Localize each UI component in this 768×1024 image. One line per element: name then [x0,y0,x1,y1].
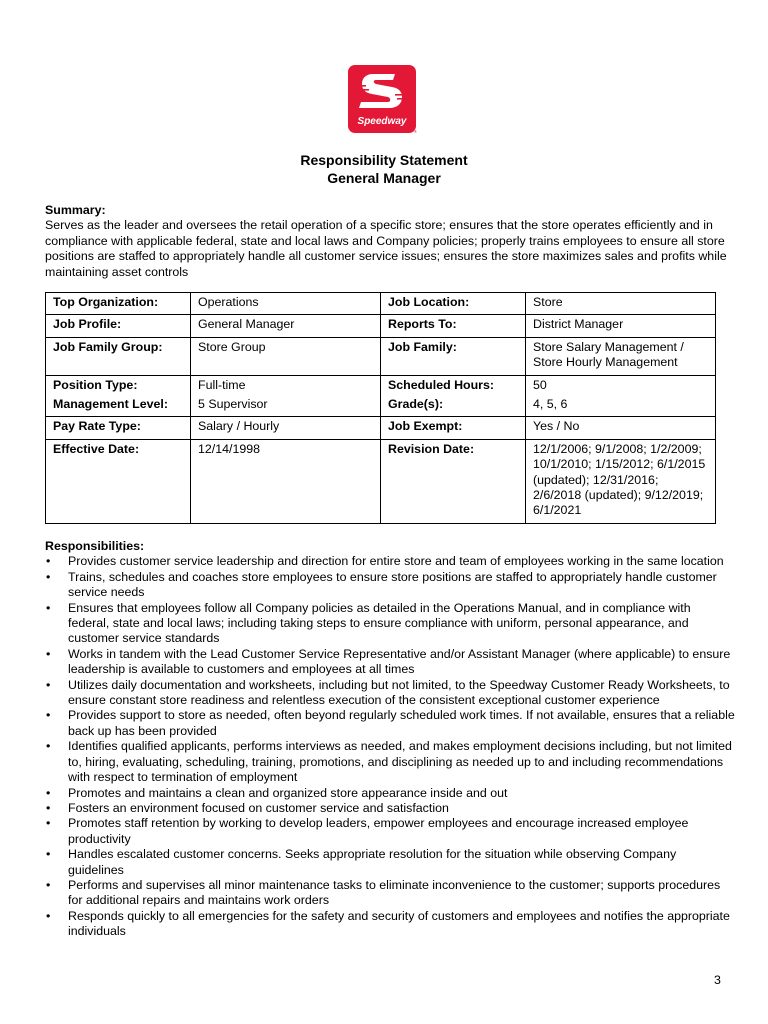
top-organization-value: Operations [191,293,381,315]
table-row [46,375,716,395]
summary-label: Summary: [45,203,106,217]
list-item: • Ensures that employees follow all Company policies as detailed in the Operations Manual, and in compliance with federal, state and local laws; including taking steps to ensure compliance with uniform, personal appearance, and customer service standards [45,601,735,647]
job-family-value: Store Salary Management / Store Hourly Management [526,337,716,375]
position-type-label: Position Type: [46,375,191,395]
table-row [46,337,716,375]
scheduled-hours-value: 50 [526,375,716,395]
list-item: • Provides support to store as needed, often beyond regularly scheduled work times. If not available, ensures that a reliable back up has been provided [45,708,735,739]
summary-section [45,203,730,280]
svg-text:®: ® [414,129,417,134]
scheduled-hours-label: Scheduled Hours: [381,375,526,395]
pay-rate-type-value: Salary / Hourly [191,417,381,439]
job-location-value: Store [526,293,716,315]
job-location-label: Job Location: [381,293,526,315]
job-profile-value: General Manager [191,315,381,337]
table-row [46,293,716,315]
job-family-group-label: Job Family Group: [46,337,191,375]
list-item: • Fosters an environment focused on customer service and satisfaction [45,801,735,816]
list-item: • Performs and supervises all minor maintenance tasks to eliminate inconvenience to the customer; supports procedures for additional repairs and maintains work orders [45,878,735,909]
table-row [46,439,716,523]
page-subtitle: General Manager [327,170,441,186]
list-item: • Identifies qualified applicants, performs interviews as needed, and makes employment decisions including, but not limited to, hiring, evaluating, scheduling, training, promotions, and disciplining as needed up to and including recommendations with respect to termination of employment [45,739,735,785]
list-item: • Trains, schedules and coaches store employees to ensure store positions are staffed to appropriately handle customer service needs [45,570,735,601]
speedway-logo [347,64,417,134]
job-family-group-value: Store Group [191,337,381,375]
summary-text: Serves as the leader and oversees the retail operation of a specific store; ensures that the store operates efficiently and in compliance with applicable federal, state and local laws and Company policies; properly trains employees to ensure all store positions are staffed to appropriately handle all customer service issues; ensures the store maximizes sales and profits while maintaining asset controls [45,218,727,279]
management-level-value: 5 Supervisor [191,395,381,417]
revision-date-label: Revision Date: [381,439,526,523]
page-number: 3 [714,973,721,987]
job-details-table [45,292,716,524]
responsibilities-list [45,554,735,939]
position-type-value: Full-time [191,375,381,395]
top-organization-label: Top Organization: [46,293,191,315]
logo-wordmark: Speedway [357,116,407,127]
reports-to-value: District Manager [526,315,716,337]
effective-date-label: Effective Date: [46,439,191,523]
list-item: • Promotes and maintains a clean and organized store appearance inside and out [45,786,735,801]
list-item: • Responds quickly to all emergencies for the safety and security of customers and employees and notifies the appropriate individuals [45,909,735,940]
table-row [46,395,716,417]
job-exempt-label: Job Exempt: [381,417,526,439]
list-item: • Utilizes daily documentation and worksheets, including but not limited, to the Speedway Customer Ready Worksheets, to ensure constant store readiness and relentless execution of the consistent exceptional customer experience [45,678,735,709]
pay-rate-type-label: Pay Rate Type: [46,417,191,439]
list-item: • Provides customer service leadership and direction for entire store and team of employees working in the same location [45,554,735,569]
list-item: • Works in tandem with the Lead Customer Service Representative and/or Assistant Manager (where applicable) to ensure leadership is available to customers and employees at all times [45,647,735,678]
table-row [46,417,716,439]
list-item: • Promotes staff retention by working to develop leaders, empower employees and encourage increased employee productivity [45,816,735,847]
management-level-label: Management Level: [46,395,191,417]
effective-date-value: 12/14/1998 [191,439,381,523]
responsibilities-label: Responsibilities: [45,539,145,553]
revision-date-value: 12/1/2006; 9/1/2008; 1/2/2009; 10/1/2010; 1/15/2012; 6/1/2015 (updated); 12/31/2016; 2/6/2018 (updated); 9/12/2019; 6/1/2021 [526,439,716,523]
responsibilities-section [45,539,735,940]
reports-to-label: Reports To: [381,315,526,337]
grades-label: Grade(s): [381,395,526,417]
grades-value: 4, 5, 6 [526,395,716,417]
job-family-label: Job Family: [381,337,526,375]
table-row [46,315,716,337]
job-exempt-value: Yes / No [526,417,716,439]
job-profile-label: Job Profile: [46,315,191,337]
list-item: • Handles escalated customer concerns. Seeks appropriate resolution for the situation while observing Company guidelines [45,847,735,878]
page-title: Responsibility Statement [300,152,468,168]
